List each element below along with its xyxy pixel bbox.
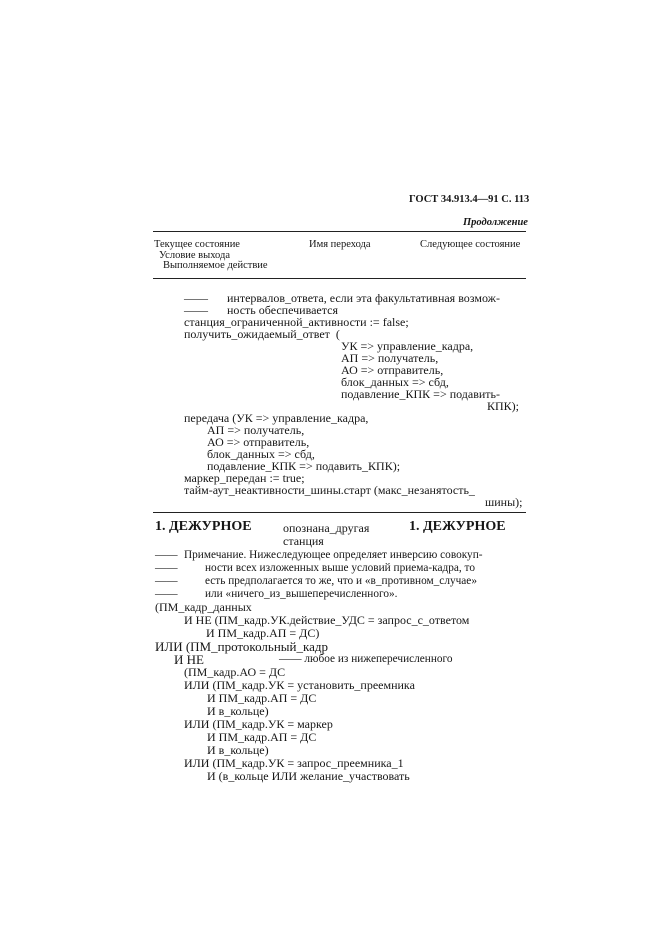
code-line: (ПМ_кадр.АО = ДС [184, 665, 286, 679]
code-line: КПК); [487, 399, 520, 413]
code-line: интервалов_ответа, если эта факультативная возмож- [227, 291, 500, 305]
note-line: ности всех изложенных выше условий приема-кадра, то [205, 562, 475, 574]
column-next-state: Следующее состояние [420, 239, 521, 250]
code-line: ность обеспечивается [227, 303, 338, 317]
code-line: И в_кольце) [207, 704, 269, 718]
section-rule [153, 512, 526, 513]
code-line: получить_ожидаемый_ответ ( [184, 327, 340, 341]
code-line: И НЕ [174, 652, 204, 667]
comment-dash: —— [155, 575, 178, 587]
next-state-name: 1. ДЕЖУРНОЕ [409, 519, 506, 534]
table-top-rule [153, 231, 526, 232]
column-transition-name: Имя перехода [309, 239, 371, 250]
code-line: передача (УК => управление_кадра, [184, 411, 369, 425]
code-line: шины); [485, 495, 523, 509]
code-comment: —— любое из нижеперечисленного [279, 653, 453, 665]
note-line: есть предполагается то же, что и «в_противном_случае» [205, 575, 477, 587]
transition-name: опознана_другая [283, 521, 370, 535]
code-line: подавление_КПК => подавить_КПК); [207, 459, 401, 473]
code-line: АО => отправитель, [207, 435, 310, 449]
continuation-label: Продолжение [463, 217, 528, 228]
code-line: тайм-аут_неактивности_шины.старт (макс_незанятость_ [184, 483, 475, 497]
code-line: блок_данных => сбд, [207, 447, 315, 461]
code-line: ИЛИ (ПМ_кадр.УК = запрос_преемника_1 [184, 756, 404, 770]
note-line: Примечание. Нижеследующее определяет инверсию совокуп- [184, 549, 483, 561]
code-line: (ПМ_кадр_данных [155, 600, 252, 614]
code-line: ИЛИ (ПМ_кадр.УК = маркер [184, 717, 333, 731]
code-line: И ПМ_кадр.АП = ДС) [206, 626, 320, 640]
code-line: И НЕ (ПМ_кадр.УК.действие_УДС = запрос_с_ответом [184, 613, 470, 627]
comment-dash: —— [155, 549, 178, 561]
code-line: ИЛИ (ПМ_кадр.УК = установить_преемника [184, 678, 415, 692]
note-line: или «ничего_из_вышеперечисленного». [205, 588, 398, 600]
code-line: И (в_кольце ИЛИ желание_участвовать [207, 769, 410, 783]
code-line: И ПМ_кадр.АП = ДС [207, 730, 317, 744]
comment-dash: —— [184, 291, 208, 305]
page-reference: ГОСТ 34.913.4—91 С. 113 [409, 194, 530, 205]
code-line: подавление_КПК => подавить- [341, 387, 501, 401]
code-line: АО => отправитель, [341, 363, 444, 377]
comment-dash: —— [155, 588, 178, 600]
code-line: И в_кольце) [207, 743, 269, 757]
code-line: блок_данных => сбд, [341, 375, 449, 389]
code-line: ИЛИ (ПМ_протокольный_кадр [155, 639, 328, 654]
state-name: 1. ДЕЖУРНОЕ [155, 519, 252, 534]
code-line: УК => управление_кадра, [341, 339, 474, 353]
column-exit-condition: Условие выхода [159, 250, 230, 261]
code-line: станция_ограниченной_активности := false; [184, 315, 409, 329]
transition-name-cont: станция [283, 534, 324, 548]
comment-dash: —— [184, 303, 208, 317]
column-action: Выполняемое действие [163, 260, 268, 271]
code-line: маркер_передан := true; [184, 471, 305, 485]
comment-dash: —— [155, 562, 178, 574]
table-header-rule [153, 278, 526, 279]
code-line: АП => получатель, [341, 351, 439, 365]
code-line: И ПМ_кадр.АП = ДС [207, 691, 317, 705]
code-line: АП => получатель, [207, 423, 305, 437]
column-current-state: Текущее состояние [154, 239, 240, 250]
